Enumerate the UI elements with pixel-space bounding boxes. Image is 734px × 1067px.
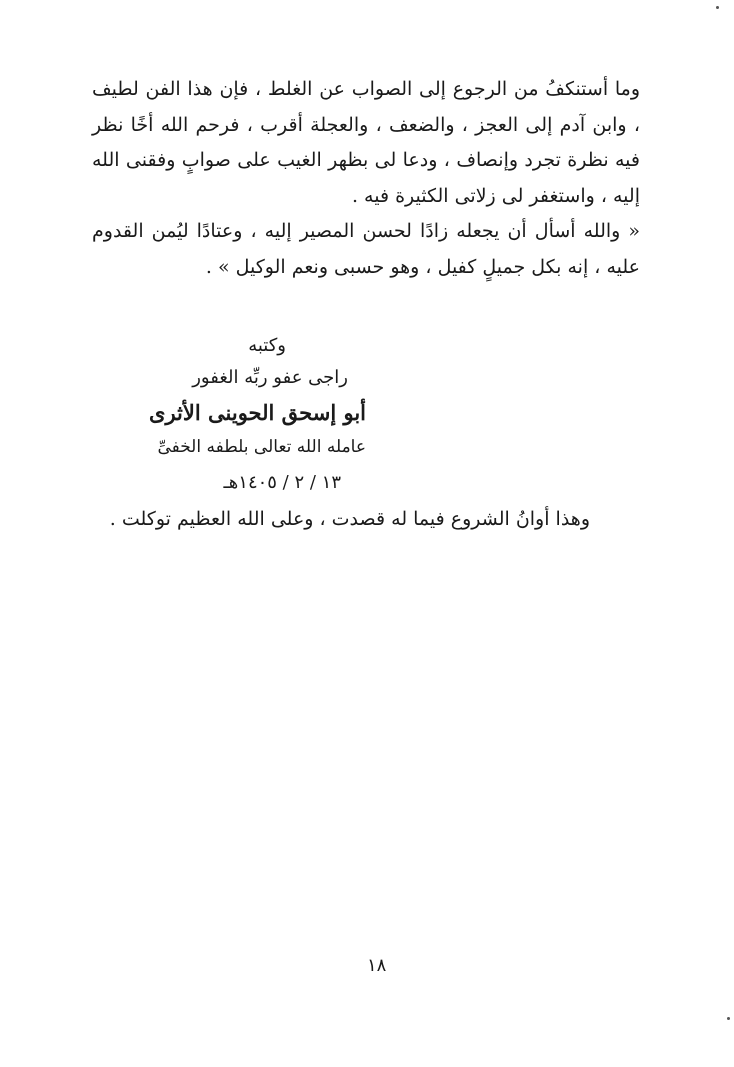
signature-hoping-pardon: راجى عفو ربِّه الغفور [192, 367, 348, 388]
paragraph-apology: وما أستنكفُ من الرجوع إلى الصواب عن الغلط ، فإن هذا الفن لطيف ، وابن آدم إلى العجز ، والضعف ، والعجلة أقرب ، فرحم الله أخًا نظر فيه نظرة تجرد وإنصاف ، ودعا لى بظهر الغيب على صوابٍ وفقنى الله إليه ، واستغفر لى زلاتى الكثيرة فيه . [92, 78, 640, 207]
paragraph-supplication: « والله أسأل أن يجعله زادًا لحسن المصير إليه ، وعتادًا ليُمن القدوم عليه ، إنه بكل جميلٍ كفيل ، وهو حسبى ونعم الوكيل » . [92, 220, 640, 278]
closing-line: وهذا أوانُ الشروع فيما له قصدت ، وعلى الله العظيم توكلت . [109, 508, 590, 530]
signature-date: ١٣ / ٢ / ١٤٠٥هـ [223, 472, 341, 493]
page-number: ١٨ [367, 955, 387, 976]
body-text [92, 72, 640, 285]
scan-speck-top [716, 6, 719, 9]
signature-prayer: عامله الله تعالى بلطفه الخفىِّ [157, 437, 366, 457]
signature-written-by: وكتبه [248, 335, 286, 356]
scan-speck-bottom [727, 1017, 730, 1020]
signature-author-name: أبو إسحق الحوينى الأثرى [149, 400, 366, 425]
